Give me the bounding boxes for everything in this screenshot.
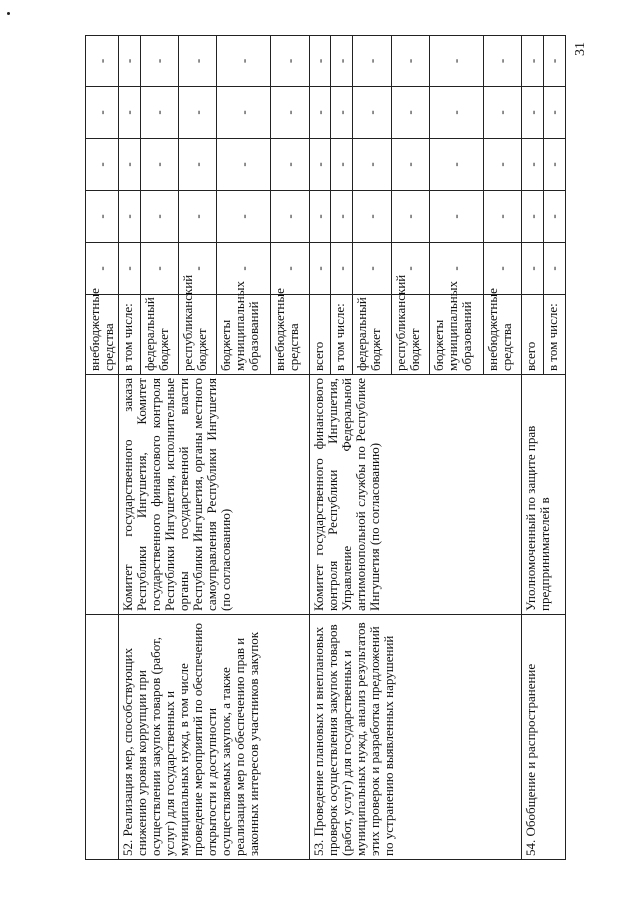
value-cell: - xyxy=(119,243,141,295)
funding-label: бюджеты муниципальных образований xyxy=(429,295,483,375)
value-cell: - xyxy=(391,243,429,295)
value-cell: - xyxy=(483,139,521,191)
funding-label: федеральный бюджет xyxy=(353,295,391,375)
funding-label: республиканский бюджет xyxy=(391,295,429,375)
funding-label: внебюджетные средства xyxy=(271,295,309,375)
funding-label: в том числе: xyxy=(331,295,353,375)
value-cell: - xyxy=(483,191,521,243)
value-cell: - xyxy=(543,87,565,139)
funding-label: бюджеты муниципальных образований xyxy=(217,295,271,375)
value-cell: - xyxy=(86,36,119,87)
executor-cell xyxy=(86,375,119,615)
value-cell: - xyxy=(140,36,178,87)
value-cell: - xyxy=(179,87,217,139)
scan-dot xyxy=(7,12,10,15)
value-cell: - xyxy=(309,87,331,139)
value-cell: - xyxy=(271,243,309,295)
value-cell: - xyxy=(543,243,565,295)
value-cell: - xyxy=(271,87,309,139)
value-cell: - xyxy=(353,139,391,191)
funding-label: в том числе: xyxy=(119,295,141,375)
value-cell: - xyxy=(309,139,331,191)
value-cell: - xyxy=(179,243,217,295)
rotated-page xyxy=(85,36,566,860)
value-cell: - xyxy=(483,243,521,295)
value-cell: - xyxy=(86,87,119,139)
value-cell: - xyxy=(271,191,309,243)
funding-label: всего xyxy=(309,295,331,375)
value-cell: - xyxy=(429,191,483,243)
value-cell: - xyxy=(543,139,565,191)
value-cell: - xyxy=(217,139,271,191)
value-cell: - xyxy=(119,191,141,243)
funding-label: федеральный бюджет xyxy=(140,295,178,375)
value-cell: - xyxy=(522,243,544,295)
value-cell: - xyxy=(543,36,565,87)
value-cell: - xyxy=(522,87,544,139)
funding-label: республиканский бюджет xyxy=(179,295,217,375)
table-row xyxy=(522,36,544,860)
value-cell: - xyxy=(483,87,521,139)
value-cell: - xyxy=(331,191,353,243)
value-cell: - xyxy=(429,243,483,295)
value-cell: - xyxy=(483,36,521,87)
value-cell: - xyxy=(391,139,429,191)
value-cell: - xyxy=(217,191,271,243)
funding-label: в том числе: xyxy=(543,295,565,375)
value-cell: - xyxy=(140,87,178,139)
executor-cell: Комитет государственного финансового контроля Республики Ингушетия, Управление Федеральной антимонопольной службы по Республике Ингушетия (по согласованию) xyxy=(309,375,521,615)
measure-cell xyxy=(86,615,119,860)
value-cell: - xyxy=(391,36,429,87)
value-cell: - xyxy=(309,191,331,243)
value-cell: - xyxy=(309,36,331,87)
value-cell: - xyxy=(331,139,353,191)
value-cell: - xyxy=(271,139,309,191)
program-table xyxy=(85,35,566,860)
value-cell: - xyxy=(353,36,391,87)
value-cell: - xyxy=(140,191,178,243)
executor-cell: Уполномоченный по защите прав предпринимателей в xyxy=(522,375,566,615)
table-row xyxy=(86,36,119,860)
funding-label: всего xyxy=(522,295,544,375)
measure-cell: 54. Обобщение и распространение xyxy=(522,615,566,860)
value-cell: - xyxy=(331,243,353,295)
value-cell: - xyxy=(522,139,544,191)
value-cell: - xyxy=(353,243,391,295)
table-row xyxy=(119,36,141,860)
value-cell: - xyxy=(217,243,271,295)
value-cell: - xyxy=(119,36,141,87)
value-cell: - xyxy=(391,191,429,243)
value-cell: - xyxy=(140,139,178,191)
value-cell: - xyxy=(309,243,331,295)
value-cell: - xyxy=(140,243,178,295)
measure-cell: 53. Проведение плановых и внеплановых проверок осуществления закупок товаров (работ, услуг) для государственных и муниципальных нужд, анализ результатов этих проверок и разработка предложений по устранению выявленных нарушений xyxy=(309,615,521,860)
value-cell: - xyxy=(522,36,544,87)
value-cell: - xyxy=(522,191,544,243)
value-cell: - xyxy=(429,139,483,191)
table-row xyxy=(309,36,331,860)
value-cell: - xyxy=(331,87,353,139)
value-cell: - xyxy=(271,36,309,87)
value-cell: - xyxy=(353,191,391,243)
value-cell: - xyxy=(543,191,565,243)
value-cell: - xyxy=(119,87,141,139)
value-cell: - xyxy=(217,36,271,87)
value-cell: - xyxy=(86,139,119,191)
measure-cell: 52. Реализация мер, способствующих снижению уровня коррупции при осуществлении закупок товаров (работ, услуг) для государственных и муниципальных нужд, в том числе проведение мероприятий по обеспечению открытости и доступности осуществляемых закупок, а также реализация мер по обеспечению прав и законных интересов участников закупок xyxy=(119,615,310,860)
value-cell: - xyxy=(331,36,353,87)
value-cell: - xyxy=(179,36,217,87)
value-cell: - xyxy=(179,139,217,191)
value-cell: - xyxy=(86,191,119,243)
funding-label: внебюджетные средства xyxy=(483,295,521,375)
value-cell: - xyxy=(391,87,429,139)
value-cell: - xyxy=(86,243,119,295)
funding-label: внебюджетные средства xyxy=(86,295,119,375)
value-cell: - xyxy=(429,36,483,87)
value-cell: - xyxy=(429,87,483,139)
value-cell: - xyxy=(119,139,141,191)
value-cell: - xyxy=(217,87,271,139)
value-cell: - xyxy=(353,87,391,139)
executor-cell: Комитет государственного заказа Республики Ингушетия, Комитет государственного финансового контроля Республики Ингушетия, исполнительные органы государственной власти Республики Ингушетия, органы местного самоуправления Республики Ингушетия (по согласованию) xyxy=(119,375,310,615)
page-number: 31 xyxy=(573,42,588,56)
value-cell: - xyxy=(179,191,217,243)
